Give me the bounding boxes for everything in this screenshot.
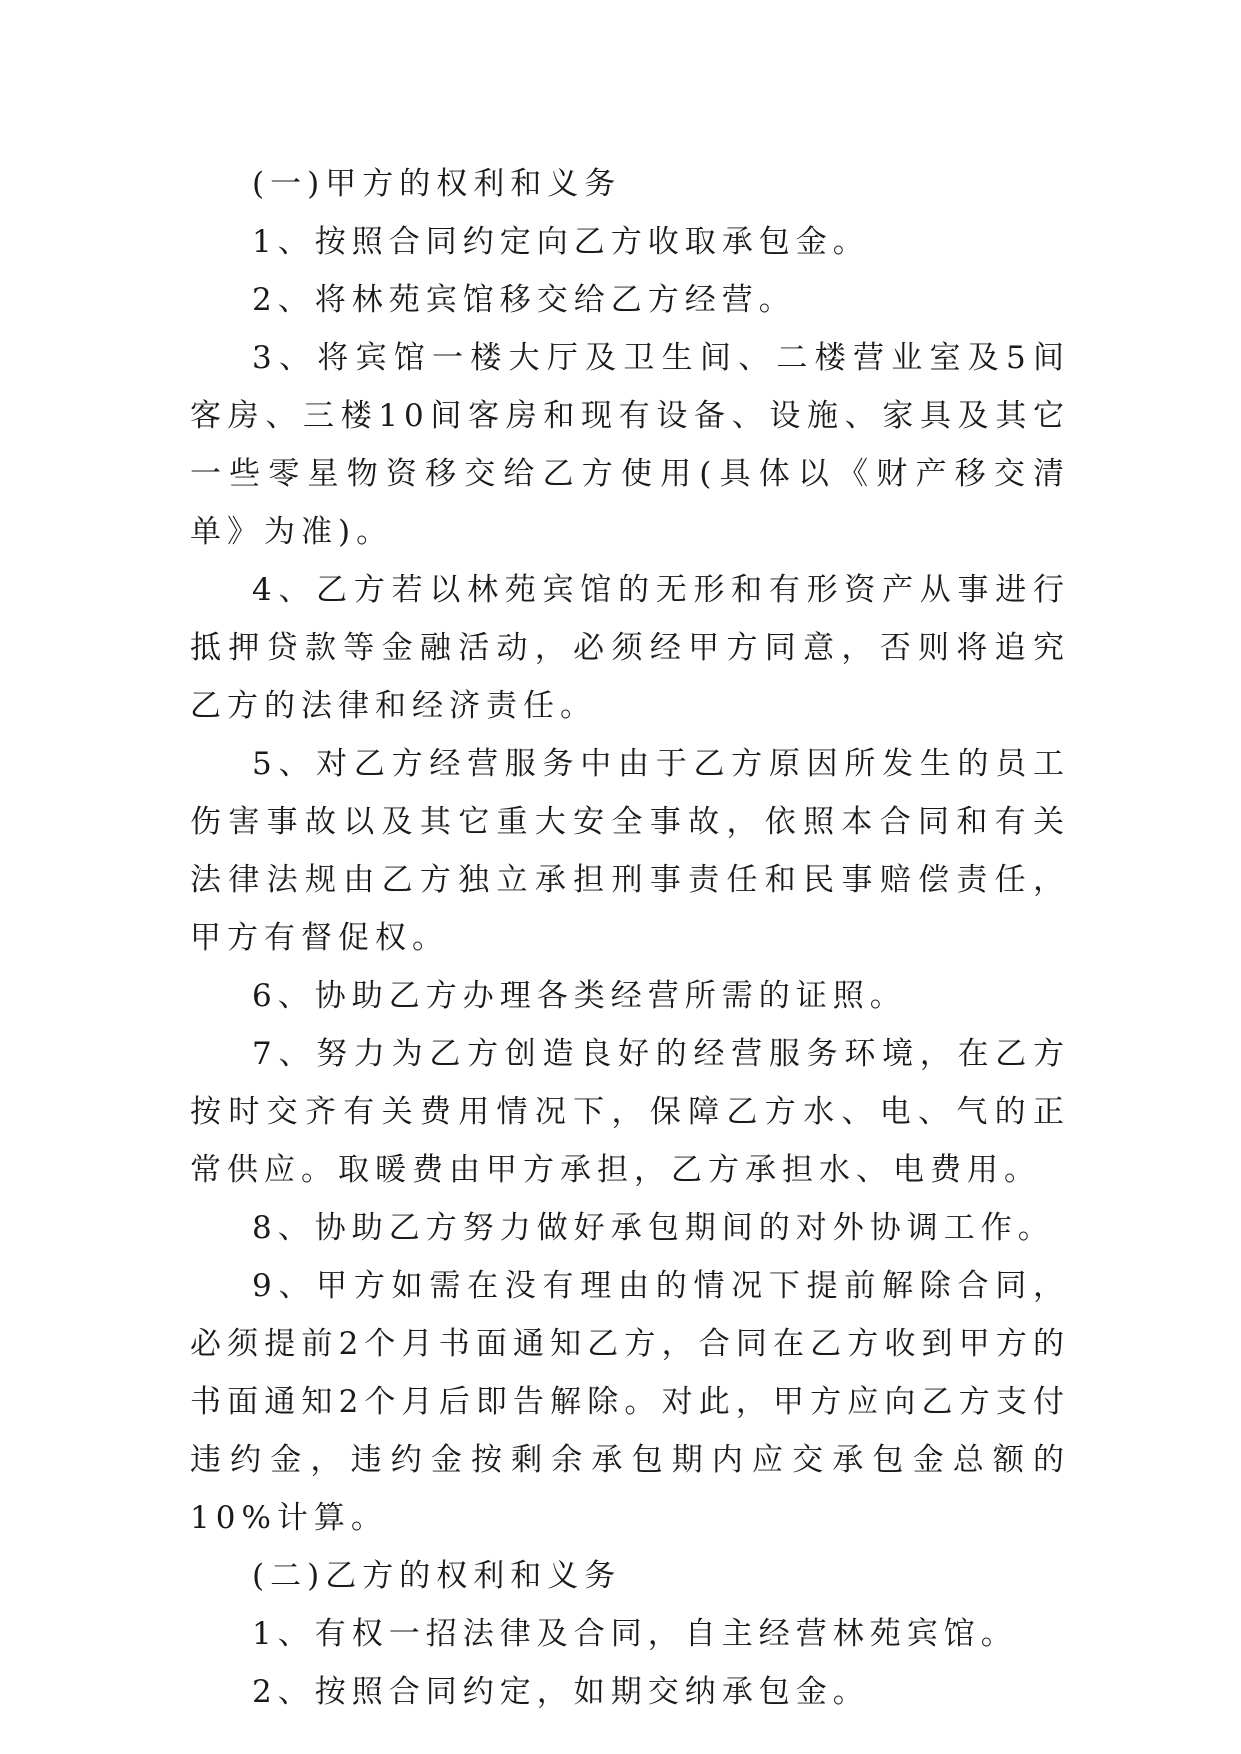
clause-a-7: 7、努力为乙方创造良好的经营服务环境，在乙方按时交齐有关费用情况下，保障乙方水、电、气的正常供应。取暖费由甲方承担，乙方承担水、电费用。: [190, 1036, 1070, 1188]
clause-a-9: 9、甲方如需在没有理由的情况下提前解除合同，必须提前2个月书面通知乙方，合同在乙方收到甲方的书面通知2个月后即告解除。对此，甲方应向乙方支付违约金，违约金按剩余承包期内应交承包金总额的10%计算。: [190, 1268, 1070, 1536]
clause-a-1: 1、按照合同约定向乙方收取承包金。: [252, 224, 870, 260]
clause-a-5: 5、对乙方经营服务中由于乙方原因所发生的员工伤害事故以及其它重大安全事故，依照本合同和有关法律法规由乙方独立承担刑事责任和民事赔偿责任，甲方有督促权。: [190, 746, 1070, 956]
section-heading-party-a: (一)甲方的权利和义务: [252, 166, 622, 202]
clause-a-6: 6、协助乙方办理各类经营所需的证照。: [252, 978, 907, 1014]
clause-a-2: 2、将林苑宾馆移交给乙方经营。: [252, 282, 796, 318]
document-body: [190, 155, 1070, 1721]
clause-b-1: 1、有权一招法律及合同，自主经营林苑宾馆。: [252, 1616, 1018, 1652]
clause-b-2: 2、按照合同约定，如期交纳承包金。: [252, 1674, 870, 1710]
clause-a-4: 4、乙方若以林苑宾馆的无形和有形资产从事进行抵押贷款等金融活动，必须经甲方同意，否则将追究乙方的法律和经济责任。: [190, 572, 1070, 724]
clause-a-3: 3、将宾馆一楼大厅及卫生间、二楼营业室及5间客房、三楼10间客房和现有设备、设施、家具及其它一些零星物资移交给乙方使用(具体以《财产移交清单》为准)。: [190, 340, 1070, 550]
clause-a-8: 8、协助乙方努力做好承包期间的对外协调工作。: [252, 1210, 1055, 1246]
section-heading-party-b: (二)乙方的权利和义务: [252, 1558, 622, 1594]
